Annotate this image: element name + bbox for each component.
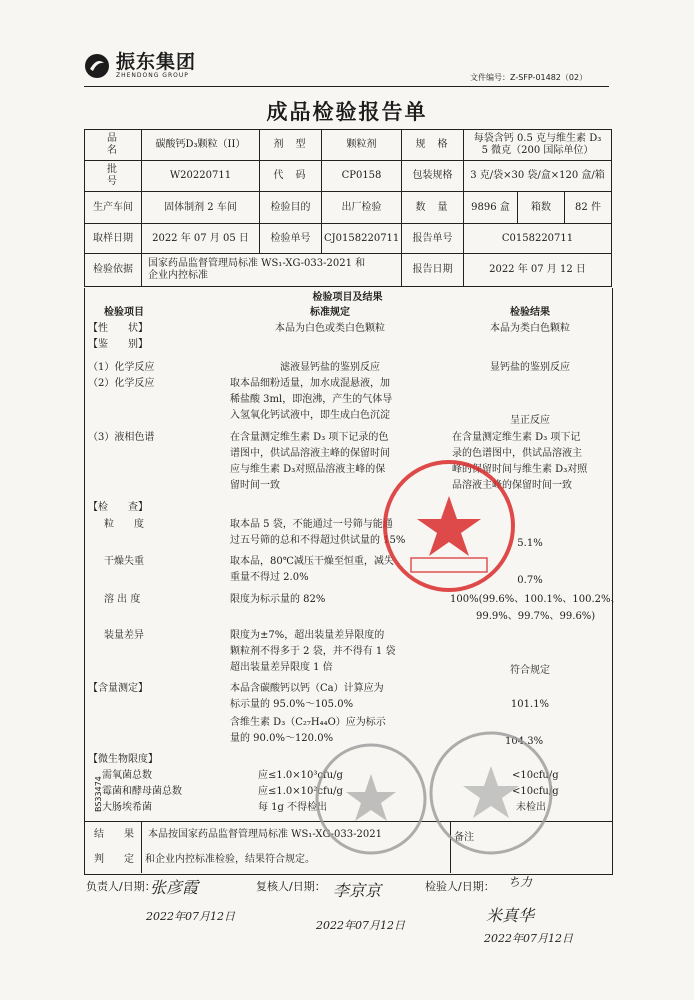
inspection-no-label: 检验单号 [260, 224, 322, 254]
conclusion-line-1: 本品按国家药品监督管理局标准 WS₁-XG-033-2021 [148, 829, 382, 840]
assay2-standard-1: 含维生素 D₃（C₂₇H₄₄O）应为标示 [230, 717, 386, 728]
pack-value: 3 克/袋×30 袋/盒×120 盒/箱 [464, 161, 612, 192]
micro-heading: 【微生物限度】 [88, 754, 158, 765]
id3-standard-2: 谱图中，供试品溶液主峰的保留时间 [230, 448, 390, 459]
conclusion-divider [141, 821, 142, 873]
logo-name-cn: 振东集团 [116, 51, 197, 73]
assay-result: 101.1% [510, 699, 550, 710]
note-label: 备注 [454, 832, 474, 843]
granule-item: 粒 度 [104, 519, 144, 530]
qty-label: 数量 [402, 192, 464, 224]
code-label: 代码 [260, 161, 322, 192]
id2-item: （2）化学反应 [88, 378, 155, 389]
inspector-signature: 米真华 [486, 906, 535, 925]
quality-dept-red-seal [379, 456, 519, 596]
header-rule [84, 86, 609, 87]
character-standard: 本品为白色或类白色颗粒 [275, 323, 385, 334]
logo-emblem-icon [84, 53, 110, 79]
product-label: 品名 [85, 130, 142, 161]
dosage-value: 颗粒剂 [322, 130, 402, 161]
micro1-item: 需氧菌总数 [102, 770, 152, 781]
owner-label: 负责人/日期： [86, 880, 156, 893]
owner-date: 2022年07月12日 [146, 910, 235, 923]
partner-gray-seal [426, 728, 556, 858]
character-result: 本品为类白色颗粒 [490, 323, 570, 334]
company-gray-seal [312, 740, 430, 858]
id1-standard: 滤液显钙盐的鉴别反应 [280, 362, 380, 373]
micro3-item: 大肠埃希菌 [102, 802, 152, 813]
id3-item: （3）液相色谱 [88, 432, 155, 443]
fill-item: 装量差异 [104, 630, 144, 641]
workshop-label: 生产车间 [85, 192, 142, 224]
sample-date-label: 取样日期 [85, 224, 142, 254]
id1-result: 显钙盐的鉴别反应 [490, 362, 570, 373]
id3-result-2: 录的色谱图中，供试品溶液主 [452, 448, 582, 459]
assay-heading: 【含量测定】 [88, 683, 148, 694]
basis-line-1: 国家药品监督管理局标准 WS₁-XG-033-2021 和 [148, 258, 366, 269]
col-item-header: 检验项目 [104, 307, 144, 318]
purpose-value: 出厂检验 [322, 192, 402, 224]
report-date-label: 报告日期 [402, 254, 464, 287]
micro3-standard: 每 1g 不得检出 [258, 802, 328, 813]
drying-standard-1: 取本品，80℃减压干燥至恒重，减失 [230, 556, 394, 567]
report-no-label: 报告单号 [402, 224, 464, 254]
drying-item: 干燥失重 [104, 556, 144, 567]
assay2-result: 104.3% [505, 736, 544, 747]
inspector-signature-1: ち力 [508, 875, 533, 889]
results-title: 检验项目及结果 [312, 292, 383, 303]
logo-name-en: ZHENDONG GROUP [116, 72, 189, 79]
assay-standard-2: 标示量的 95.0%～105.0% [230, 699, 354, 710]
reviewer-signature: 李京京 [333, 881, 382, 900]
id2-standard-2: 稀盐酸 3ml，即泡沸，产生的气体导 [230, 394, 393, 405]
qty-value: 9896 盒 [471, 201, 510, 213]
micro2-result: <10cfu/g [512, 786, 559, 797]
col-standard-header: 标准规定 [310, 307, 350, 318]
dissolution-item: 溶 出 度 [104, 594, 141, 605]
id3-result-3: 峰的保留时间与维生素 D₃对照 [452, 464, 588, 475]
boxes-value: 82 件 [564, 192, 611, 223]
dosage-label: 剂型 [260, 130, 322, 161]
pack-label: 包装规格 [402, 161, 464, 192]
side-serial-code: BS33474 [94, 776, 103, 812]
fill-standard-2: 颗粒剂不得多于 2 袋，并不得有 1 袋 [230, 646, 396, 657]
fill-result: 符合规定 [510, 665, 550, 676]
basis-label: 检验依据 [85, 254, 142, 287]
id3-standard-1: 在含量测定维生素 D₃ 项下记录的色 [230, 432, 389, 443]
id1-item: （1）化学反应 [88, 362, 155, 373]
id2-result: 呈正反应 [510, 415, 550, 426]
inspection-no-value: CJ0158220711 [322, 224, 402, 254]
report-date-value: 2022 年 07 月 12 日 [464, 254, 612, 287]
inspector-date: 2022年07月12日 [484, 932, 573, 945]
micro3-result: 未检出 [516, 802, 546, 813]
report-no-value: C0158220711 [464, 224, 612, 254]
assay-standard-1: 本品含碳酸钙以钙（Ca）计算应为 [230, 683, 384, 694]
fill-standard-1: 限度为±7%，超出装量差异限度的 [230, 630, 385, 641]
spec-line-1: 每袋含钙 0.5 克与维生素 D₃ [473, 133, 602, 144]
fill-standard-3: 超出装量差异限度 1 倍 [230, 662, 333, 673]
file-number: 文件编号：Z-SFP-01482（02） [470, 73, 588, 82]
dissolution-result-2: 99.9%、99.7%、99.6%) [476, 611, 596, 622]
granule-result: 5.1% [517, 538, 543, 549]
micro2-standard: 应≤1.0×10²cfu/g [258, 786, 343, 797]
reviewer-label: 复核人/日期： [256, 880, 326, 893]
dissolution-result-1: 100%(99.6%、100.1%、100.2%、 [450, 594, 621, 605]
batch-value: W20220711 [142, 161, 260, 192]
id2-standard-1: 取本品细粉适量，加水成混悬液，加 [230, 378, 390, 389]
micro1-standard: 应≤1.0×10³cfu/g [258, 770, 343, 781]
dissolution-standard: 限度为标示量的 82% [230, 594, 326, 605]
reviewer-date: 2022年07月12日 [316, 919, 405, 932]
code-value: CP0158 [322, 161, 402, 192]
character-heading: 【性 状】 [88, 323, 148, 334]
col-result-header: 检验结果 [510, 307, 550, 318]
spec-label: 规格 [402, 130, 464, 161]
check-heading: 【检 查】 [88, 502, 148, 513]
inspector-label: 检验人/日期： [425, 880, 495, 893]
drying-result: 0.7% [517, 575, 543, 586]
assay2-standard-2: 量的 90.0%～120.0% [230, 733, 334, 744]
batch-label: 批号 [85, 161, 142, 192]
page-title: 成品检验报告单 [266, 99, 428, 124]
conclusion-label-2: 判 定 [94, 854, 134, 865]
sample-date-value: 2022 年 07 月 05 日 [142, 224, 260, 254]
micro2-item: 霉菌和酵母菌总数 [102, 786, 182, 797]
qty-boxes-cell [464, 192, 612, 224]
granule-standard-1: 取本品 5 袋，不能通过一号筛与能通 [230, 519, 393, 530]
owner-signature: 张彦霞 [150, 878, 199, 897]
drying-standard-2: 重量不得过 2.0% [230, 572, 309, 583]
spec-line-2: 5 微克（200 国际单位） [481, 145, 594, 156]
id3-result-1: 在含量测定维生素 D₃ 项下记 [452, 432, 581, 443]
basis-value [142, 254, 402, 287]
basis-line-2: 企业内控标准 [148, 270, 208, 281]
boxes-label: 箱数 [517, 192, 564, 223]
conclusion-line-2: 和企业内控标准检验，结果符合规定。 [145, 854, 315, 865]
micro1-result: <10cfu/g [512, 770, 559, 781]
id3-standard-3: 应与维生素 D₃对照品溶液主峰的保 [230, 464, 386, 475]
id2-standard-3: 入氢氧化钙试液中，即生成白色沉淀 [230, 410, 390, 421]
info-table [84, 129, 612, 287]
company-logo [84, 52, 196, 79]
id3-result-4: 品溶液主峰的保留时间一致 [452, 480, 572, 491]
identify-heading: 【鉴 别】 [88, 339, 148, 350]
id3-standard-4: 留时间一致 [230, 480, 280, 491]
workshop-value: 固体制剂 2 车间 [142, 192, 260, 224]
granule-standard-2: 过五号筛的总和不得超过供试量的 15% [230, 535, 406, 546]
spec-value [464, 130, 612, 161]
product-name: 碳酸钙D₃颗粒（II） [142, 130, 260, 161]
conclusion-label-1: 结 果 [94, 829, 134, 840]
purpose-label: 检验目的 [260, 192, 322, 224]
